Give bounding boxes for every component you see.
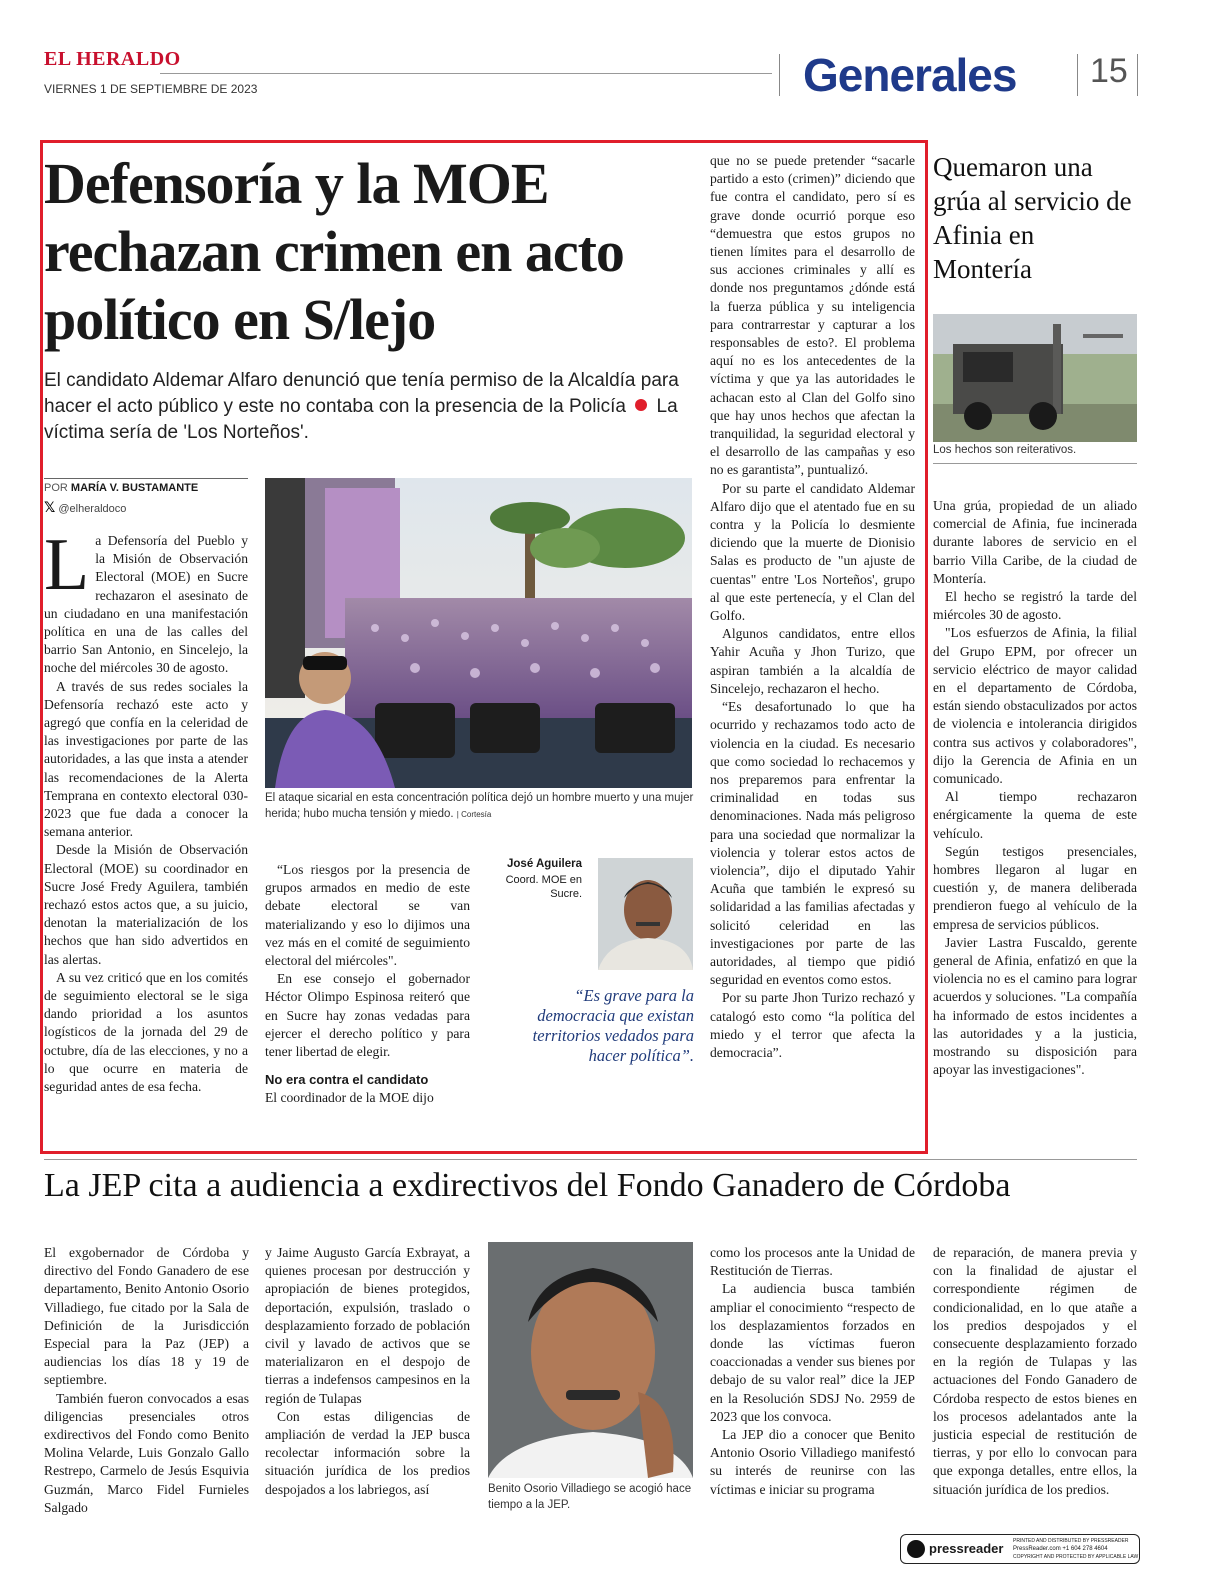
masthead-divider-right [1077, 54, 1078, 96]
paragraph: A su vez criticó que en los comités de seguimiento electoral se le siga dando prioridad a los asuntos logísticos de la jornada del 29 de octubre, día de las elecciones, y no a lo que ocurre en materia de seguridad antes de esa fecha. [44, 969, 248, 1095]
quote-person-name: José Aguilera [507, 858, 582, 870]
quote-person-role: Coord. MOE en Sucre. [505, 874, 582, 900]
caption-text: El ataque sicarial en esta concentración política dejó un hombre muerto y una mujer herida; hubo mucha tensión y miedo. [265, 792, 694, 820]
issue-date: VIERNES 1 DE SEPTIEMBRE DE 2023 [44, 82, 258, 96]
paragraph: “Los riesgos por la presencia de grupos armados en medio de este debate electoral se van materializando y eso lo dijimos una vez más en el comité de seguimiento electoral del miércoles". [265, 862, 470, 969]
logo[interactable]: EL HERALDO [44, 48, 181, 70]
paragraph: Javier Lastra Fuscaldo, gerente general de Afinia, enfatizó en que la violencia no es el camino para lograr acuerdos y soluciones. "La compañía ha informado de estos incidentes a las autoridades y a la justicia, mostrando su disposición para apoyar las investigaciones". [933, 934, 1137, 1078]
byline-handle: @elheraldoco [58, 503, 127, 515]
side-photo-caption: Los hechos son reiterativos. [933, 444, 1077, 456]
side-body [933, 497, 1137, 1080]
main-headline: Defensoría y la MOE rechazan crimen en acto político en S/lejo [44, 151, 624, 352]
paragraph: El exgobernador de Córdoba y directivo del Fondo Ganadero de ese departamento, Benito Antonio Osorio Villadiego, fue citado por la Sala de Definición de la Jurisdicción Especial para la Paz (JEP) a audiencias los días 18 y 19 de septiembre. [44, 1245, 249, 1388]
quote-person-photo [598, 858, 693, 970]
paragraph: Por su parte Jhon Turizo rechazó y catalogó esto como “la política del miedo y el terror que afecta la democracia”. [710, 990, 915, 1060]
paragraph: El hecho se registró la tarde del miércoles 30 de agosto. [933, 589, 1137, 623]
pressreader-logo-icon [907, 1540, 925, 1558]
paragraph: como los procesos ante la Unidad de Restitución de Tierras. [710, 1245, 915, 1279]
paragraph: Desde la Misión de Observación Electoral (MOE) su coordinador en Sucre José Fredy Aguilera, también rechazó estos actos que, a su juicio, denotan la materialización de los hechos que han sido advertidos en las alertas. [44, 842, 248, 967]
deck-text-1: El candidato Aldemar Alfaro denunció que tenía permiso de la Alcaldía para hacer el acto público y este no contaba con la presencia de la Policía [44, 370, 679, 417]
masthead [0, 0, 1207, 120]
byline-prefix: POR [44, 482, 68, 494]
main-photo [265, 478, 692, 788]
crowd-photo-illustration [265, 478, 692, 788]
bottom-col-3 [710, 1244, 915, 1499]
pressreader-brand: pressreader [929, 1541, 1004, 1556]
main-deck [44, 368, 694, 446]
masthead-divider-left [779, 54, 780, 96]
portrait-illustration [598, 858, 693, 970]
section-title: Generales [803, 49, 1017, 101]
main-col-1 [44, 524, 248, 1096]
burned-truck-illustration [933, 314, 1137, 442]
deck-text-2: La víctima sería de 'Los Norteños'. [44, 396, 678, 443]
subhead: No era contra el candidato [265, 1072, 429, 1088]
side-rule [933, 463, 1137, 464]
x-logo-icon: 𝕏 [44, 499, 56, 515]
byline [44, 482, 198, 494]
page-number: 15 [1090, 52, 1128, 90]
main-col-2 [265, 861, 470, 1108]
paragraph: “Es desafortunado lo que ha ocurrido y rechazamos todo acto de violencia en la ciudad. Es necesario que como sociedad lo rechacemos y nos preparemos para enfrentar la criminalidad en todas sus denominaciones. Nada más peligroso para una sociedad que normalizar la violencia y tolerar estos actos de violencia”, dijo el diputado Yahir Acuña que también le expresó su solidaridad a las familias afectadas y solicitó celeridad en las investigaciones por parte de las autoridades, al tiempo que pidió seguridad en eventos como estos. [710, 699, 915, 988]
paragraph: y Jaime Augusto García Exbrayat, a quienes procesan por destrucción y apropiación de bienes protegidos, deportación, expulsión, traslado o desplazamiento forzado de población civil y lavado de activos que se materializaron en el despojo de tierras a indefensos campesinos en la región de Tulapas [265, 1245, 470, 1406]
bottom-rule [44, 1159, 1137, 1160]
bottom-col-4 [933, 1244, 1137, 1499]
paragraph: Una grúa, propiedad de un aliado comercial de Afinia, fue incinerada durante labores de servicio en el barrio Villa Caribe, de la ciudad de Montería. [933, 498, 1137, 586]
paragraph: En ese consejo el gobernador Héctor Olimpo Espinosa reiteró que en Sucre hay zonas vedadas para ejercer el derecho político y para tener libertad de elegir. [265, 971, 470, 1060]
byline-rule [44, 478, 248, 479]
side-headline: Quemaron una grúa al servicio de Afinia en Montería [933, 152, 1132, 284]
pressreader-line-2: PressReader.com +1 604 278 4604 [1013, 1546, 1108, 1552]
paragraph: Por su parte el candidato Aldemar Alfaro dijo que el atentado fue en su contra y la Policía lo desmiente diciendo que la muerte de Dionisio Salas es producto de "un ajuste de cuentas" entre 'Los Norteños', grupo al que este pertenecía, y el Clan del Golfo. [710, 480, 915, 624]
bottom-photo-caption: Benito Osorio Villadiego se acogió hace tiempo a la JEP. [488, 1483, 692, 1511]
dropcap: L [44, 524, 90, 606]
paragraph: A través de sus redes sociales la Defensoría rechazó este acto y agregó que confía en la celeridad de las investigaciones por parte de las autoridades, a las que insta a atender las recomendaciones de la Alerta Temprana en contexto electoral 030-2023 que fue dada a conocer la semana anterior. [44, 678, 248, 840]
masthead-divider-end [1137, 54, 1138, 96]
bottom-photo [488, 1242, 693, 1478]
bottom-col-1 [44, 1244, 249, 1517]
paragraph: Algunos candidatos, entre ellos Yahir Acuña y Jhon Turizo, que aspiran también a la alcaldía de Sincelejo, rechazaron el hecho. [710, 626, 915, 696]
paragraph: Con estas diligencias de ampliación de verdad la JEP busca recolectar información sobre la situación jurídica de los predios despojados a los labriegos, así [265, 1408, 470, 1497]
paragraph: que no se puede pretender “sacarle partido a esto (crimen)” diciendo que fue contra el candidato, pero sí es grave donde ocurrió porque eso “demuestra que estos grupos no tienen límites para el desarrollo de sus acciones criminales y allí es donde nos preguntamos ¿dónde está la fuerza pública y su inteligencia para contrarrestar y capturar a los responsables de esto?. El problema aquí no es los antecedentes de la víctima y que ya las autoridades le achacan esto al Clan del Golfo sino que hay unos hechos que afectan la tranquilidad, la seguridad electoral y el desarrollo de las campañas y eso no es garantista”, puntualizó. [710, 153, 915, 478]
paragraph: También fueron convocados a esas diligencias presenciales otros exdirectivos del Fondo como Benito Molina Velarde, Luis Gonzalo Gallo Restrepo, Carmelo de Jesús Esquivia Guzmán, Marco Fidel Furnieles Salgado [44, 1390, 249, 1515]
pressreader-badge[interactable] [900, 1534, 1140, 1564]
bottom-col-2 [265, 1244, 470, 1499]
main-photo-caption [265, 790, 695, 823]
bottom-headline: La JEP cita a audiencia a exdirectivos del Fondo Ganadero de Córdoba [44, 1167, 1011, 1204]
paragraph: La audiencia busca también ampliar el conocimiento “respecto de los desplazamientos forzados en donde las víctimas fueron coaccionadas a vender sus bienes por debajo de su valor real” dice la JEP en la Resolución SDSJ No. 2959 de 2023 que los convoca. [710, 1281, 915, 1424]
pressreader-line-1: PRINTED AND DISTRIBUTED BY PRESSREADER [1013, 1538, 1129, 1544]
paragraph: La JEP dio a conocer que Benito Antonio Osorio Villadiego manifestó su interés de reunirse con las víctimas e iniciar su programa [710, 1427, 915, 1497]
pressreader-line-3: COPYRIGHT AND PROTECTED BY APPLICABLE LAW [1013, 1554, 1139, 1560]
paragraph: Al tiempo rechazaron enérgicamente la quema de este vehículo. [933, 789, 1137, 841]
deck-bullet-icon [635, 399, 647, 411]
main-col-3 [710, 152, 915, 1062]
paragraph: de reparación, de manera previa y con la finalidad de ajustar el correspondiente régimen de condicionalidad, en lo que atañe a los predios despojados y el consecuente desplazamiento forzado en la región de Tulapas y las actuaciones del Fondo Ganadero de Córdoba respecto de estos bienes en los procesos adelantados ante la justicia especial de restitución de tierras, y por ello lo convocan para que exponga detalles, entre ellos, la situación jurídica de los predios. [933, 1245, 1137, 1497]
pull-quote: “Es grave para la democracia que existan territorios vedados para hacer política”. [532, 986, 694, 1065]
byline-author: MARÍA V. BUSTAMANTE [70, 482, 199, 494]
paragraph: Según testigos presenciales, hombres llegaron al lugar en cuestión y, de manera deliberada prendieron fuego al vehículo de la empresa de servicios públicos. [933, 843, 1137, 932]
portrait-illustration [488, 1242, 693, 1478]
side-photo [933, 314, 1137, 442]
paragraph: "Los esfuerzos de Afinia, la filial del Grupo EPM, por ofrecer un servicio eléctrico de mayor calidad en el departamento de Córdoba, están siendo obstaculizados por actos de violencia e intolerancia dirigidos contra sus activos y colaboradores", dijo la Gerencia de Afinia en un comunicado. [933, 625, 1137, 787]
byline-social[interactable] [44, 499, 126, 516]
paragraph: El coordinador de la MOE dijo [265, 1090, 434, 1106]
paragraph: a Defensoría del Pueblo y la Misión de Observación Electoral (MOE) en Sucre rechazaron el asesinato de un ciudadano en una manifestación política en una de las calles del barrio San Antonio, en Sincelejo, la noche del miércoles 30 de agosto. [44, 533, 248, 676]
masthead-rule [160, 73, 772, 74]
caption-credit: | Cortesía [456, 810, 492, 819]
